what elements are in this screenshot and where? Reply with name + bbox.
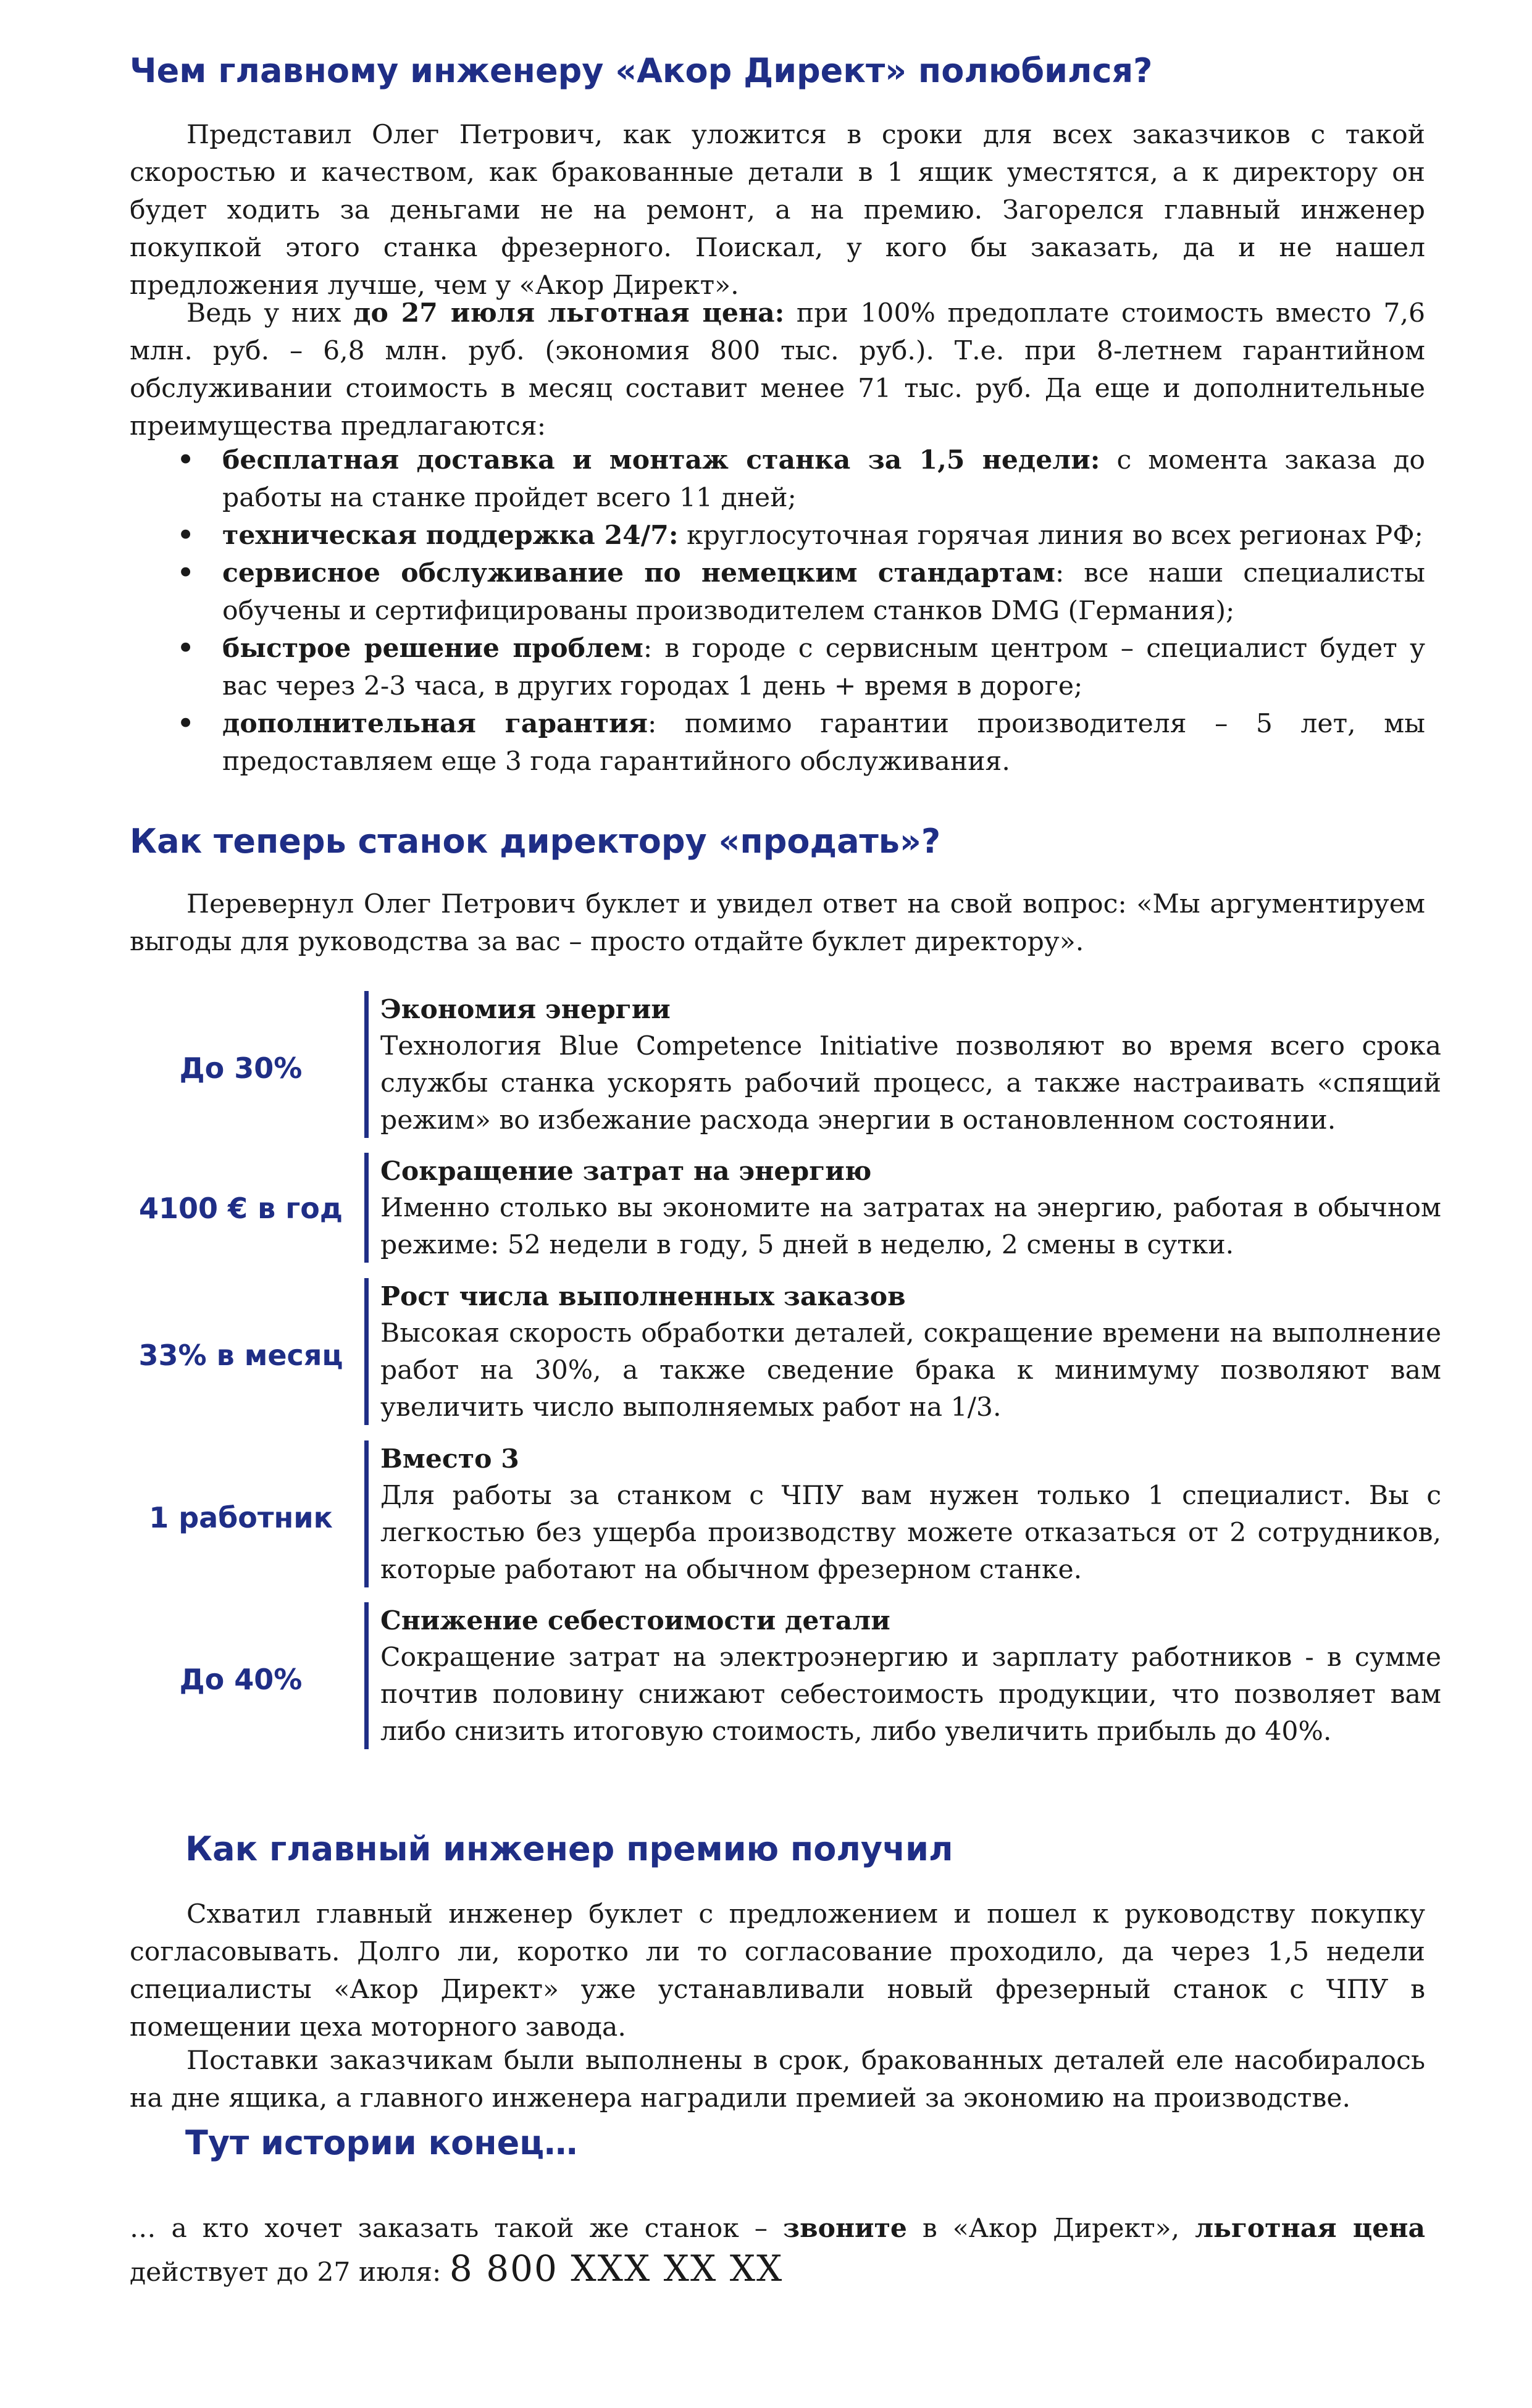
advantage-item (130, 441, 1425, 517)
benefit-title: Вместо 3 (380, 1444, 519, 1474)
benefit-divider (364, 1153, 369, 1263)
p2-start: Ведь у них (186, 298, 354, 328)
bullet-icon: • (177, 520, 195, 551)
final-call-to-action (130, 2209, 1425, 2293)
benefit-row (130, 1278, 1441, 1425)
benefit-body (380, 1602, 1441, 1750)
advantage-item (130, 554, 1425, 630)
benefit-title: Экономия энергии (380, 994, 671, 1025)
advantage-item (130, 517, 1425, 554)
section-3-paragraph-1: Схватил главный инженер буклет с предложением и пошел к руководству покупку согласовывать. Долго ли, коротко ли то согласование проходило, да через 1,5 недели специалисты «Акор Директ» уже устанавливали новый фрезерный станок с ЧПУ в помещении цеха моторного завода. (130, 1899, 1425, 2042)
cta-text-1: … а кто хочет заказать такой же станок – (130, 2213, 783, 2244)
benefit-metric: 33% в месяц (138, 1339, 343, 1372)
benefit-title: Снижение себестоимости детали (380, 1605, 890, 1636)
advantage-bold: быстрое решение проблем (222, 633, 643, 664)
section-2-paragraph: Перевернул Олег Петрович буклет и увидел ответ на свой вопрос: «Мы аргументируем выгоды для руководства за вас – просто отдайте буклет директору». (130, 889, 1425, 957)
benefit-body (380, 991, 1441, 1139)
benefit-body (380, 1153, 1441, 1264)
benefit-text: Высокая скорость обработки деталей, сокращение времени на выполнение работ на 30%, а также сведение брака к минимуму позволяют вам увеличить число выполняемых работ на 1/3. (380, 1318, 1441, 1423)
benefit-text: Технология Blue Competence Initiative позволяют во время всего срока службы станка ускорять рабочий процесс, а также настраивать «спящий режим» во избежание расхода энергии в остановленном состоянии. (380, 1031, 1441, 1135)
benefit-row (130, 991, 1441, 1138)
advantage-item (130, 705, 1425, 780)
cta-text-2: в «Акор Директ», (906, 2213, 1195, 2244)
benefit-row (130, 1602, 1441, 1749)
benefit-title: Сокращение затрат на энергию (380, 1156, 872, 1187)
benefit-row (130, 1153, 1441, 1263)
benefit-divider (364, 991, 369, 1138)
benefit-row (130, 1440, 1441, 1587)
benefit-metric: До 40% (179, 1663, 303, 1696)
benefit-metric: 1 работник (149, 1501, 333, 1534)
benefit-text: Сокращение затрат на электроэнергию и зарплату работников - в сумме почтив половину снижают себестоимость продукции, что позволяет вам либо снизить итоговую стоимость, либо увеличить прибыль до 40%. (380, 1642, 1441, 1747)
advantage-bold: бесплатная доставка и монтаж станка за 1,5 недели: (222, 445, 1100, 475)
benefit-body (380, 1440, 1441, 1589)
bullet-icon: • (177, 633, 195, 664)
p2-rest: при 100% предоплате стоимость вместо 7,6 млн. руб. – 6,8 млн. руб. (экономия 800 тыс. руб.). Т.е. при 8-летнем гарантийном обслуживании стоимость в месяц составит менее 71 тыс. руб. Да еще и дополнительные преимущества предлагаются: (130, 298, 1425, 441)
benefit-divider (364, 1278, 369, 1425)
benefit-divider (364, 1440, 369, 1587)
benefit-metric: До 30% (179, 1051, 303, 1085)
benefit-divider (364, 1602, 369, 1749)
advantage-text: : помимо гарантии производителя – 5 лет, мы предоставляем еще 3 года гарантийного обслуживания. (222, 709, 1425, 777)
section-2-title: Как теперь станок директору «продать»? (130, 822, 941, 861)
benefit-text: Для работы за станком с ЧПУ вам нужен только 1 специалист. Вы с легкостью без ущерба производству можете отказаться от 2 сотрудников, которые работают на обычном фрезерном станке. (380, 1481, 1441, 1585)
cta-text-3: действует до 27 июля: (130, 2257, 450, 2288)
benefit-text: Именно столько вы экономите на затратах на энергию, работая в обычном режиме: 52 недели в году, 5 дней в неделю, 2 смены в сутки. (380, 1193, 1441, 1260)
section-3-paragraph-2: Поставки заказчикам были выполнены в срок, бракованных деталей еле насобиралось на дне ящика, а главного инженера наградили премией за экономию на производстве. (130, 2046, 1425, 2113)
benefit-title: Рост числа выполненных заказов (380, 1281, 906, 1312)
advantage-item (130, 630, 1425, 705)
bullet-icon: • (177, 445, 195, 475)
advantages-list (130, 441, 1425, 780)
cta-bold-price: льготная цена (1195, 2212, 1425, 2244)
section-3-title: Как главный инженер премию получил (185, 1829, 953, 1868)
advantage-bold: сервисное обслуживание по немецким стандартам (222, 558, 1055, 588)
advantage-text: : все наши специалисты обучены и сертифицированы производителем станков DMG (Германия); (222, 558, 1425, 626)
p2-bold-price: до 27 июля льготная цена: (353, 298, 785, 328)
bullet-icon: • (177, 708, 195, 739)
advantage-bold: дополнительная гарантия (222, 708, 648, 739)
advantage-text: с момента заказа до работы на станке пройдет всего 11 дней; (222, 445, 1425, 513)
cta-bold-call: звоните (782, 2212, 907, 2244)
bullet-icon: • (177, 558, 195, 588)
benefit-metric: 4100 € в год (139, 1192, 343, 1225)
advantage-bold: техническая поддержка 24/7: (222, 520, 679, 551)
advantage-text: : в городе с сервисным центром – специалист будет у вас через 2-3 часа, в других городах 1 день + время в дороге; (222, 633, 1425, 701)
advantage-text: круглосуточная горячая линия во всех регионах РФ; (678, 520, 1423, 551)
section-1-paragraph-2 (130, 295, 1425, 445)
section-1-title: Чем главному инженеру «Акор Директ» полюбился? (130, 51, 1153, 90)
section-1-paragraph-1: Представил Олег Петрович, как уложится в сроки для всех заказчиков с такой скоростью и качеством, как бракованные детали в 1 ящик уместятся, а к директору он будет ходить за деньгами не на ремонт, а на премию. Загорелся главный инженер покупкой этого станка фрезерного. Поискал, у кого бы заказать, да и не нашел предложения лучше, чем у «Акор Директ». (130, 120, 1425, 301)
benefit-body (380, 1278, 1441, 1426)
phone-number[interactable]: 8 800 XXX XX XX (449, 2247, 784, 2289)
section-4-title: Тут истории конец… (185, 2123, 578, 2162)
